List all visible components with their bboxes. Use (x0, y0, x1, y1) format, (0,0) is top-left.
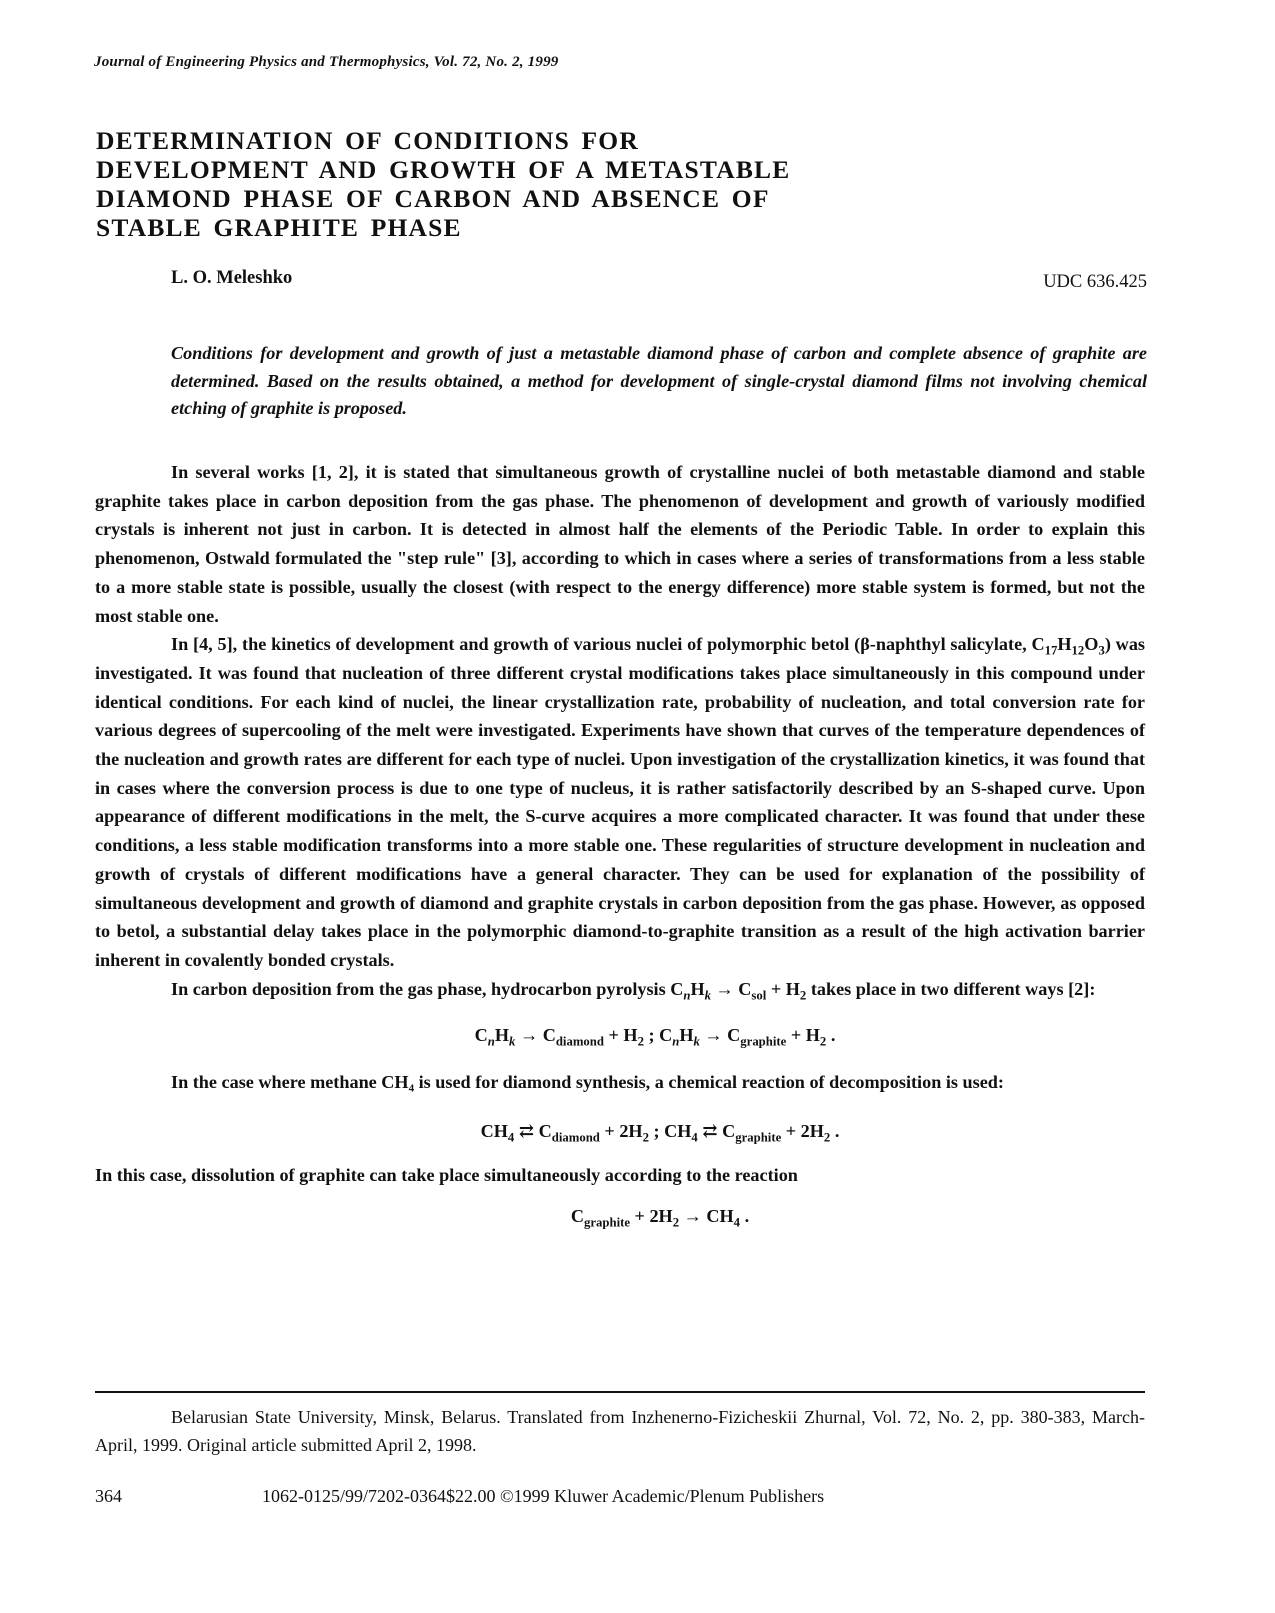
p2-sub-3: 3 (1098, 643, 1105, 658)
p3-text-h: H (690, 978, 705, 999)
equation-1: $C_nH_k \to C_{diamond} + H_2$ ; $C_nH_k \to C_{graphite} + H_2$ . (474, 1025, 836, 1049)
p3-text-c: takes place in two different ways [2]: (806, 978, 1096, 999)
p2-text-a: In [4, 5], the kinetics of development and growth of various nuclei of polymorphic betol (β-naphthyl salicylate, C (171, 634, 1045, 655)
affiliation-text: Belarusian State University, Minsk, Belarus. Translated from Inzhenerno-Fizicheskii Zhurnal, Vol. 72, No. 2, pp. 380-383, March-April, 1999. Original article submitted April 2, 1998. (95, 1407, 1145, 1455)
author-name: L. O. Meleshko (171, 268, 293, 288)
footnote-divider (95, 1391, 1145, 1393)
paragraph-5: In this case, dissolution of graphite can take place simultaneously according to the reaction (95, 1165, 798, 1186)
title-line-1: DETERMINATION OF CONDITIONS FOR (96, 126, 639, 155)
p2-text-o: O (1084, 634, 1099, 655)
title-line-3: DIAMOND PHASE OF CARBON AND ABSENCE OF (96, 184, 770, 213)
p3-text-a: In carbon deposition from the gas phase, hydrocarbon pyrolysis C (171, 978, 684, 999)
p2-text-d: ) was investigated. It was found that nucleation of three different crystal modifications takes place simultaneously in this compound under identical conditions. For each kind of nuclei, the linear crystallization rate, probability of nucleation, and total conversion rate for various degrees of supercooling of the melt were investigated. Experiments have shown that curves of the temperature dependences of the nucleation and growth rates are different for each type of nuclei. Upon investigation of the crystallization kinetics, it was found that in cases where the conversion process is due to one type of nucleus, it is rather satisfactorily described by an S-shaped curve. Upon appearance of different modifications in the melt, the S-curve acquires a more complicated character. It was found that under these conditions, a less stable modification transforms into a more stable one. These regularities of structure development in nucleation and growth of crystals of different modifications have a general character. They can be used for explanation of the possibility of simultaneous development and growth of diamond and graphite crystals in carbon deposition from the gas phase. However, as opposed to betol, a substantial delay takes place in the polymorphic diamond-to-graphite transition as a result of the high activation barrier inherent in covalently bonded crystals. (95, 634, 1145, 970)
equation-3: $C_{graphite} + 2H_2 \to CH_4$ . (570, 1206, 750, 1230)
p3-sub-k: k (704, 988, 711, 1003)
equation-2: $CH_4$ ⇄ $C_{diamond} + 2H_2$ ; $CH_4$ ⇄ $C_{graphite} + 2H_2$ . (480, 1120, 840, 1145)
paragraph-1: In several works [1, 2], it is stated that simultaneous growth of crystalline nuclei of both metastable diamond and stable graphite takes place in carbon deposition from the gas phase. The phenomenon of development and growth of variously modified crystals is inherent not just in carbon. It is detected in almost half the elements of the Periodic Table. In order to explain this phenomenon, Ostwald formulated the "step rule" [3], according to which in cases where a series of transformations from a less stable to a more stable state is possible, usually the closest (with respect to the energy difference) more stable system is formed, but not the most stable one. (95, 462, 1145, 626)
paragraph-3 (95, 975, 1145, 1004)
title-line-2: DEVELOPMENT AND GROWTH OF A METASTABLE (96, 155, 791, 184)
p2-sub-12: 12 (1071, 643, 1085, 658)
journal-header: Journal of Engineering Physics and Thermophysics, Vol. 72, No. 2, 1999 (94, 54, 559, 70)
p3-arrow: → C (710, 978, 752, 999)
udc-code: UDC 636.425 (1043, 272, 1147, 292)
p2-text-h: H (1057, 634, 1072, 655)
affiliation-footnote (95, 1404, 1145, 1459)
paragraph-4: In the case where methane CH₄ is used for diamond synthesis, a chemical reaction of decomposition is used: (171, 1072, 1004, 1093)
article-body (95, 458, 1145, 1231)
p2-sub-17: 17 (1044, 643, 1058, 658)
p3-sub-2: 2 (799, 988, 807, 1003)
p3-text-b: + H (766, 978, 800, 999)
article-title (96, 126, 856, 242)
p3-sub-sol: sol (751, 988, 767, 1003)
abstract: Conditions for development and growth of just a metastable diamond phase of carbon and complete absence of graphite are determined. Based on the results obtained, a method for development of single-crystal diamond films not involving chemical etching of graphite is proposed. (171, 343, 1147, 418)
title-line-4: STABLE GRAPHITE PHASE (96, 213, 462, 242)
copyright-line: 1062-0125/99/7202-0364$22.00 ©1999 Kluwer Academic/Plenum Publishers (262, 1486, 825, 1506)
p3-sub-n: n (683, 988, 691, 1003)
page-number: 364 (95, 1486, 122, 1506)
paragraph-2 (95, 630, 1145, 974)
